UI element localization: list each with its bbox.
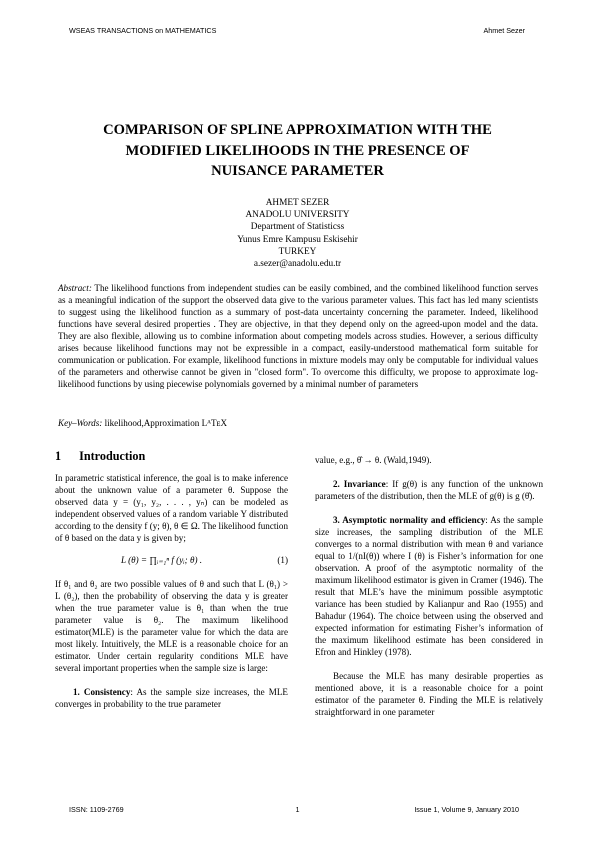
equation-body: L (θ) = ∏ᵢ₌₁ⁿ f (yᵢ; θ) . [120,555,203,565]
invariance-text: : If g(θ) is any function of the unknown parameters of the distribution, then the MLE of g(θ) is g (θ̂). [315,479,543,501]
running-header-journal: WSEAS TRANSACTIONS on MATHEMATICS [69,26,217,35]
title-line-2: MODIFIED LIKELIHOODS IN THE PRESENCE OF [125,142,470,159]
equation-number: (1) [277,555,288,565]
abstract [58,282,538,390]
section-number: 1 [55,449,62,463]
footer-issn: ISSN: 1109-2769 [69,805,124,814]
paragraph-desirable: Because the MLE has many desirable properties as mentioned above, it is a reasonable choice for a point estimator of the parameter θ. Finding the MLE is relatively straightforward in one parameter [315,671,543,717]
section-title: Introduction [79,449,146,463]
author-university: ANADOLU UNIVERSITY [245,210,350,221]
paragraph-intro: In parametric statistical inference, the goal is to make inference about the unknown value of a parameter θ. Suppose the observed data y = (y₁, y₂, . . . , yₙ) can be modeled as independent observed values of a random variable Y distributed according to the density f (y; θ), θ ∈ Ω. The likelihood function of θ based on the data y is given by; [55,473,289,543]
footer-issue: Issue 1, Volume 9, January 2010 [414,805,519,814]
invariance-label: 2. Invariance [333,479,386,489]
paragraph-consistency [55,686,288,710]
paragraph-asymptotic [315,514,543,658]
right-column [315,454,543,718]
author-department: Department of Statisticss [250,222,345,233]
keywords [58,418,538,428]
keywords-text: likelihood,Approximation LᴬTᴇX [104,418,228,428]
page-number: 1 [295,805,300,814]
author-campus: Yunus Emre Kampusu Eskisehir [237,234,358,245]
abstract-label: Abstract: [58,283,92,293]
consistency-text: : As the sample size increases, the MLE converges in probability to the true parameter [55,687,288,709]
author-email: a.sezer@anadolu.edu.tr [253,259,342,270]
author-country: TURKEY [278,246,317,257]
asymptotic-label: 3. Asymptotic normality and efficiency [333,515,486,525]
title-line-3: NUISANCE PARAMETER [211,163,384,179]
author-name: AHMET SEZER [265,198,330,208]
consistency-label: 1. Consistency [73,687,131,697]
title-line-1: COMPARISON OF SPLINE APPROXIMATION WITH THE [103,122,492,138]
abstract-text: The likelihood functions from independent studies can be easily combined, and the combined likelihood function serves as a meaningful indication of the support the observed data give to the various parameter values. This fact has led many scientists to suggest using the likelihood function as a summary of post-data uncertainty concerning the parameter. Indeed, likelihood functions have several desired properties . They are objective, in that they depend only on the agreed-upon model and the data. They are also flexible, allowing us to combine information about competing models across studies. However, a serious difficulty arises because likelihood functions may not be expressible in a compact, easily-understood mathematical form suitable for communication or publication. For example, likelihood functions in mixture models may only be computable for individual values of the parameters and otherwise cannot be given in "closed form". To overcome this difficulty, we propose to approximate log-likelihood functions by using piecewise polynomials governed by a minimal number of parameters [58,283,538,390]
section-heading [55,450,288,462]
author-block [100,197,495,270]
keywords-label: Key–Words: [58,418,103,428]
asymptotic-text: : As the sample size increases, the sampling distribution of the MLE converges to a normal distribution with mean θ and variance equal to 1/(nI(θ)) where I (θ) is Fisher’s information for one observation. A proof of the asymptotic normality of the maximum likelihood estimator is given in Cramer (1946). The result that MLE’s have the minimum possible asymptotic variance has been studied by Kalianpur and Rao (1955) and Bahadur (1964). The choice between using the observed and expected information for estimating Fisher’s information of the maximum likelihood estimate has been considered in Efron and Hinkley (1978). [315,515,543,657]
paper-title [60,120,535,182]
paragraph-mle: If θ₁ and θ₂ are two possible values of θ and such that L (θ₁) > L (θ₂), then the probability of observing the data y is greater when the true parameter value is θ₁ than when the true parameter value is θ₂. The maximum likelihood estimator(MLE) is the parameter value for which the data are most likely. Intuitively, the MLE is a reasonable choice for an estimator. Under certain regularity conditions MLE have several important properties when the sample size is large: [55,579,288,673]
running-header-author: Ahmet Sezer [483,26,525,35]
equation-1 [55,554,288,566]
paragraph-continuation: value, e.g., θ̂ → θ. (Wald,1949). [315,455,432,465]
left-column [55,450,288,710]
paragraph-invariance [315,478,543,502]
